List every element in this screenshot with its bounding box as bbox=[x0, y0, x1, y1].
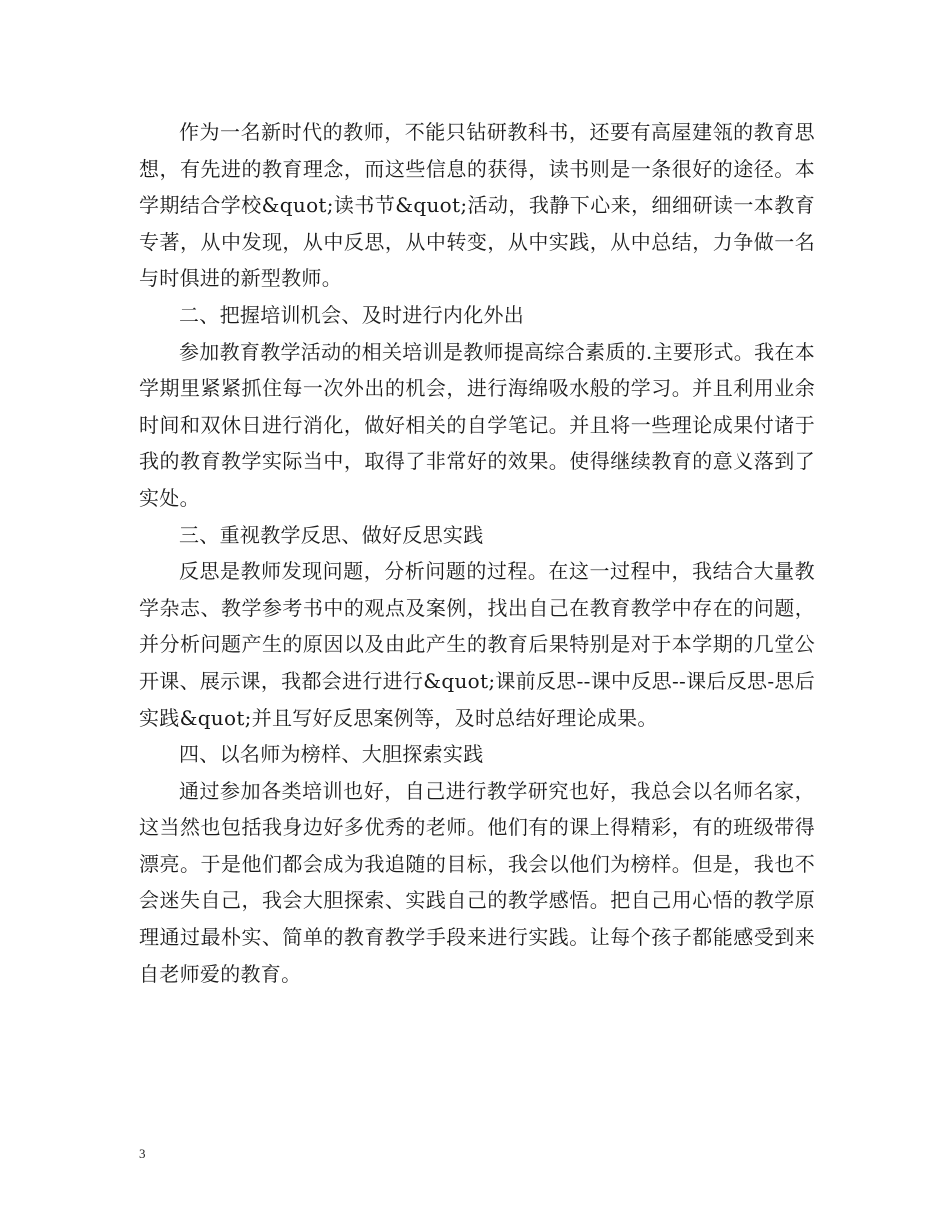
page-number: 3 bbox=[139, 1146, 146, 1161]
paragraph-training: 参加教育教学活动的相关培训是教师提高综合素质的.主要形式。我在本学期里紧紧抓住每一次外出的机会，进行海绵吸水般的学习。并且利用业余时间和双休日进行消化，做好相关的自学笔记。并且将一些理论成果付诸于我的教育教学实际当中，取得了非常好的效果。使得继续教育的意义落到了实处。 bbox=[139, 339, 815, 510]
section-heading-reflection: 三、重视教学反思、做好反思实践 bbox=[179, 522, 484, 547]
document-body bbox=[139, 114, 815, 992]
paragraph-role-model: 通过参加各类培训也好，自己进行教学研究也好，我总会以名师名家，这当然也包括我身边好多优秀的老师。他们有的课上得精彩，有的班级带得漂亮。于是他们都会成为我追随的目标，我会以他们为榜样。但是，我也不会迷失自己，我会大胆探索、实践自己的教学感悟。把自己用心悟的教学原理通过最朴实、简单的教育教学手段来进行实践。让每个孩子都能感受到来自老师爱的教育。 bbox=[139, 778, 815, 986]
section-heading-role-model: 四、以名师为榜样、大胆探索实践 bbox=[179, 742, 484, 767]
section-heading-training: 二、把握培训机会、及时进行内化外出 bbox=[179, 302, 525, 327]
paragraph-reading: 作为一名新时代的教师，不能只钻研教科书，还要有高屋建瓴的教育思想，有先进的教育理念，而这些信息的获得，读书则是一条很好的途径。本学期结合学校&quot;读书节&quot;活动，我静下心来，细细研读一本教育专著，从中发现，从中反思，从中转变，从中实践，从中总结，力争做一名与时俱进的新型教师。 bbox=[139, 120, 815, 291]
paragraph-reflection: 反思是教师发现问题，分析问题的过程。在这一过程中，我结合大量教学杂志、教学参考书中的观点及案例，找出自己在教育教学中存在的问题，并分析问题产生的原因以及由此产生的教育后果特别是对于本学期的几堂公开课、展示课，我都会进行进行&quot;课前反思--课中反思--课后反思-思后实践&quot;并且写好反思案例等，及时总结好理论成果。 bbox=[139, 559, 815, 730]
